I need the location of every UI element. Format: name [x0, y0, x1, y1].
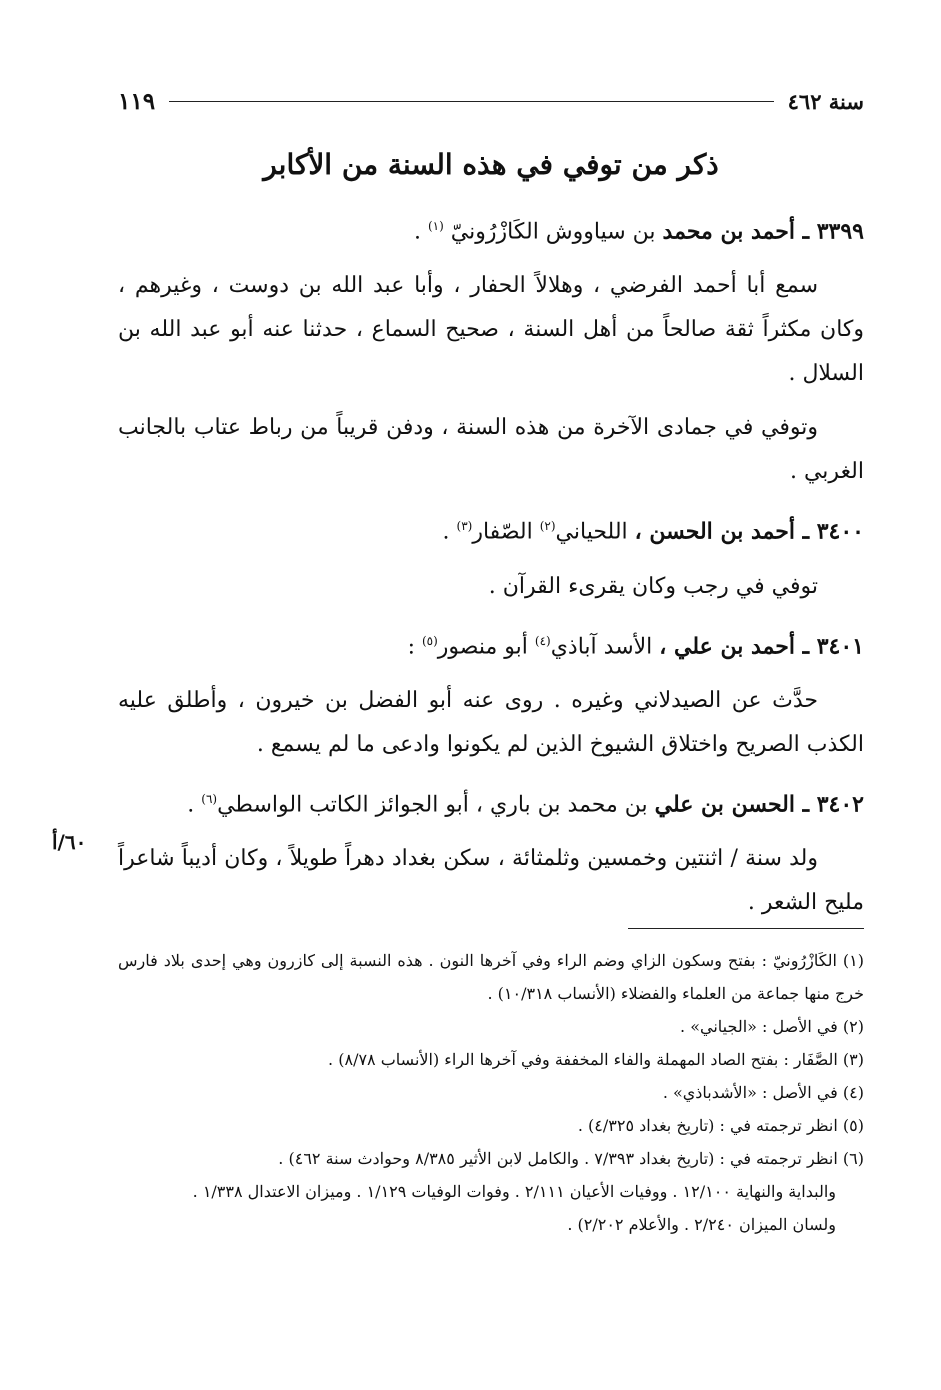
footnote-continuation: والبداية والنهاية ١٢/١٠٠ . ووفيات الأعيان ٢/١١١ . وفوات الوفيات ١/١٢٩ . وميزان الاعتدال ١/٣٣٨ .: [192, 1182, 836, 1201]
header-year: سنة ٤٦٢: [787, 88, 864, 114]
entry-name: ٣٤٠١ ـ أحمد بن علي ،: [659, 632, 864, 659]
entry-tail: .: [187, 792, 202, 818]
paragraph: توفي في رجب وكان يقرىء القرآن .: [488, 573, 818, 599]
main-text: [118, 204, 864, 935]
paragraph: ولد سنة / اثنتين وخمسين وثلمثائة ، سكن بغداد دهراً طويلاً ، وكان أديباً شاعراً مليح الشعر .: [118, 846, 864, 916]
footnote: (٦) انظر ترجمته في : (تاريخ بغداد ٧/٣٩٣ . والكامل لابن الأثير ٨/٣٨٥ وحوادث سنة ٤٦٢) .: [278, 1149, 864, 1168]
footnote-separator: [628, 928, 864, 929]
footnote-ref[interactable]: (٤): [534, 633, 551, 648]
page-number: ١١٩: [118, 87, 156, 115]
footnote: (٣) الصَّفَار : بفتح الصاد المهملة والفاء المخففة وفي آخرها الراء (الأنساب ٨/٧٨) .: [328, 1050, 864, 1069]
footnote-ref[interactable]: (٦): [201, 791, 218, 806]
paragraph: سمع أبا أحمد الفرضي ، وهلالاً الحفار ، وأبا عبد الله بن دوست ، وغيرهم ، وكان مكثراً ثقة صالحاً من أهل السنة ، صحيح السماع ، حدثنا عنه أبو عبد الله بن السلال .: [118, 273, 864, 387]
footnote-ref[interactable]: (٥): [421, 633, 438, 648]
entry-name-rest: اللحياني: [555, 519, 635, 545]
entry-name: ٣٤٠٠ ـ أحمد بن الحسن ،: [634, 518, 864, 545]
entry-name: ٣٤٠٢ ـ الحسن بن علي: [654, 791, 864, 818]
paragraph: وتوفي في جمادى الآخرة من هذه السنة ، ودفن قريباً من رباط عتاب بالجانب الغربي .: [118, 415, 864, 485]
entry-name-rest: الأسد آباذي: [550, 633, 660, 659]
footnote-ref[interactable]: (١): [427, 219, 444, 233]
section-title: ذكر من توفي في هذه السنة من الأكابر: [263, 148, 719, 181]
footnote-ref[interactable]: (٣): [456, 519, 473, 534]
entry-name: ٣٣٩٩ ـ أحمد بن محمد: [662, 218, 864, 245]
footnote-ref[interactable]: (٢): [539, 519, 556, 534]
manuscript-folio-note: ٦٠/أ: [52, 830, 87, 854]
footnote: (٤) في الأصل : «الأشدباذي» .: [662, 1083, 864, 1102]
entry-heading-3402: [118, 777, 864, 827]
entry-heading-3401: [118, 619, 864, 669]
entry-name-rest: بن محمد بن باري ، أبو الجوائز الكاتب الواسطي: [217, 792, 655, 818]
header-rule: [169, 101, 774, 102]
running-header: [118, 86, 864, 116]
footnote: (٥) انظر ترجمته في : (تاريخ بغداد ٤/٣٢٥) .: [577, 1116, 864, 1135]
entry-name-rest: بن سياووش الكَازْرُونيّ: [443, 219, 663, 245]
entry-tail: :: [407, 633, 422, 659]
entry-tail: .: [442, 519, 457, 545]
entry-name-rest: أبو منصور: [437, 633, 535, 659]
footnotes: [118, 944, 864, 1241]
entry-name-rest: الصّفار: [472, 519, 540, 545]
footnote: (٢) في الأصل : «الجياني» .: [680, 1017, 864, 1036]
entry-tail: .: [413, 219, 428, 245]
paragraph: حدَّث عن الصيدلاني وغيره . روى عنه أبو الفضل بن خيرون ، وأطلق عليه الكذب الصريح واختلاق الشيوخ الذين لم يكونوا وادعى ما لم يسمع .: [118, 687, 864, 757]
footnote: (١) الكَازْرُونيّ : بفتح وسكون الزاي وضم الراء وفي آخرها النون . هذه النسبة إلى كازرون وهي إحدى بلاد فارس خرج منها جماعة من العلماء والفضلاء (الأنساب ١٠/٣١٨) .: [118, 951, 864, 1003]
entry-heading-3399: [118, 204, 864, 254]
footnote-continuation: ولسان الميزان ٢/٢٤٠ . والأعلام ٢/٢٠٢) .: [567, 1215, 836, 1234]
entry-heading-3400: [118, 504, 864, 554]
